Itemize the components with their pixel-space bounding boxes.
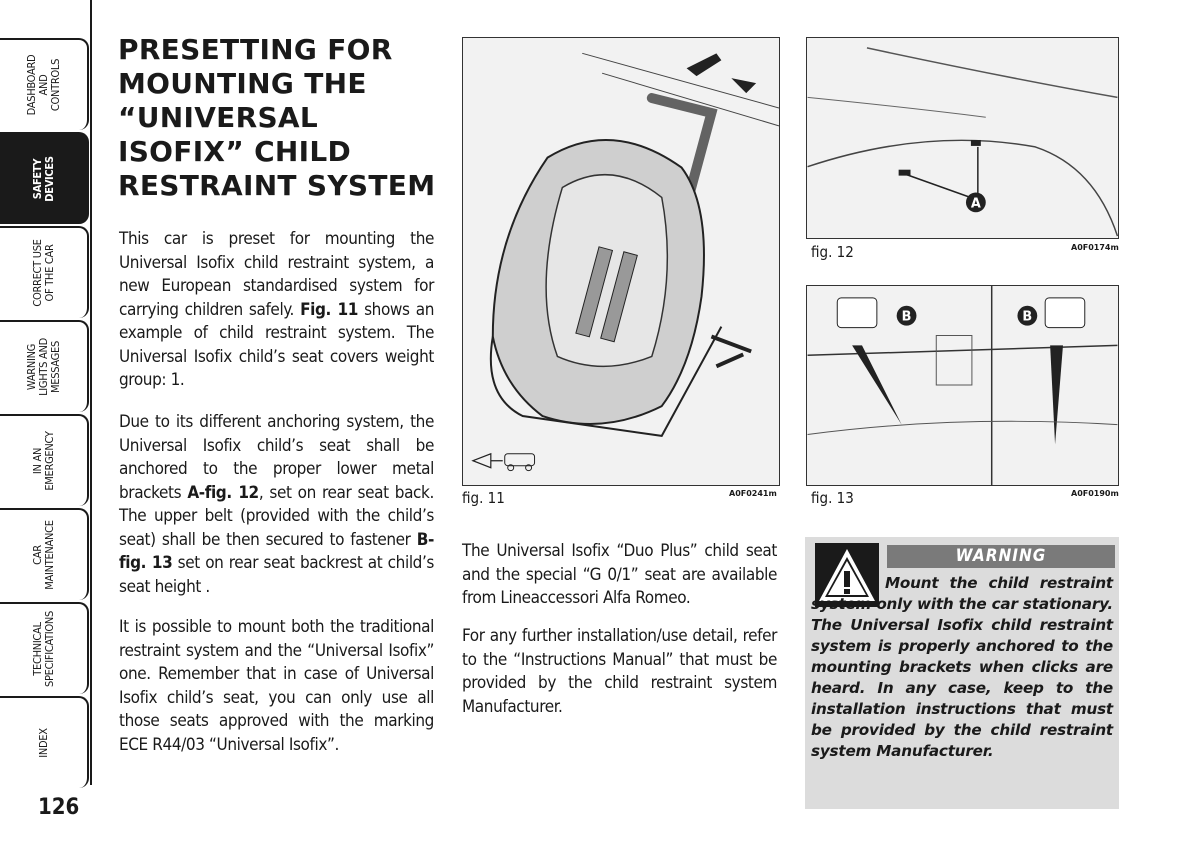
figure-13-code: A0F0190m [1071,489,1119,498]
tab-index[interactable] [0,696,89,788]
fastener-marker-b-right: B [1022,309,1033,325]
side-divider [90,0,92,785]
paragraph-anchoring [119,411,434,599]
page-number: 126 [38,795,80,820]
tab-label: DASHBOARD AND CONTROLS [24,54,62,116]
figure-11-caption: fig. 11 [462,489,505,507]
paragraph-instructions: For any further installation/use detail, refer to the “Instructions Manual” that must be provided by the child restraint system Manufacturer. [462,626,777,717]
figure-13-image [806,285,1119,486]
upper-fastener-illustration [807,286,1118,485]
tab-label: WARNING LIGHTS AND MESSAGES [24,338,62,396]
warning-text: Mount the child restraint system only with the car stationary. The Universal Isofix child restraint system is properly anchored to the mounting brackets when clicks are heard. In any case, keep to the installation instructions that must be provided by the child restraint system Manufacturer. [811,574,1113,760]
figure-11-code: A0F0241m [729,489,777,498]
tab-label: IN AN EMERGENCY [30,431,56,491]
tab-label: TECHNICAL SPECIFICATIONS [30,611,56,688]
tab-in-an-emergency[interactable] [0,414,89,506]
warning-title: WARNING [887,545,1115,568]
tab-label: CAR MAINTENANCE [30,520,56,590]
warning-box [805,537,1119,809]
figure-12-caption: fig. 12 [811,243,854,261]
tab-correct-use-of-the-car[interactable] [0,226,89,318]
paragraph-intro [119,228,434,393]
text: Due to its different anchoring system, the Universal Isofix child’s seat shall be anchored to the proper lower metal brackets [119,412,434,503]
child-seat-illustration [463,38,779,485]
figure-13-caption: fig. 13 [811,489,854,507]
tab-dashboard-and-controls[interactable] [0,38,89,130]
text: set on rear seat backrest at child’s seat height . [119,553,435,597]
rear-seat-brackets-illustration [807,38,1118,238]
side-navigation [0,0,95,790]
tab-technical-specifications[interactable] [0,602,89,694]
tab-safety-devices[interactable] [0,132,89,224]
figure-12-image [806,37,1119,239]
figure-reference: B-fig. 13 [119,529,434,573]
tab-label: INDEX [36,728,50,758]
paragraph-approval: It is possible to mount both the traditional restraint system and the “Universal Isofix” one. Remember that in case of Universal Isofix child’s seat, you can only use all those seats approved with the marking ECE R44/03 “Universal Isofix”. [119,617,434,755]
tab-warning-lights-and-messages[interactable] [0,320,89,412]
figure-reference: Fig. 11 [300,299,358,320]
figure-12-code: A0F0174m [1071,243,1119,252]
page-heading: PRESETTING FOR MOUNTING THE “UNIVERSAL ISOFIX” CHILD RESTRAINT SYSTEM [118,33,436,202]
paragraph-available-seats: The Universal Isofix “Duo Plus” child seat and the special “G 0/1” seat are available from Lineaccessori Alfa Romeo. [462,541,777,608]
text: , set on rear seat back. The upper belt (provided with the child’s seat) shall be then secured to fastener [119,482,434,550]
figure-reference: A-fig. 12 [187,482,259,503]
figure-11-image [462,37,780,486]
fastener-marker-b-left: B [901,309,912,325]
text: This car is preset for mounting the Universal Isofix child restraint system, a new European standardised system for carrying children safely. [119,229,434,320]
text: shows an example of child restraint system. The Universal Isofix child’s seat covers weight group: 1. [119,299,434,390]
tab-car-maintenance[interactable] [0,508,89,600]
tab-label: SAFETY DEVICES [30,156,56,202]
tab-label: CORRECT USE OF THE CAR [30,239,56,307]
bracket-marker-a: A [970,196,981,212]
